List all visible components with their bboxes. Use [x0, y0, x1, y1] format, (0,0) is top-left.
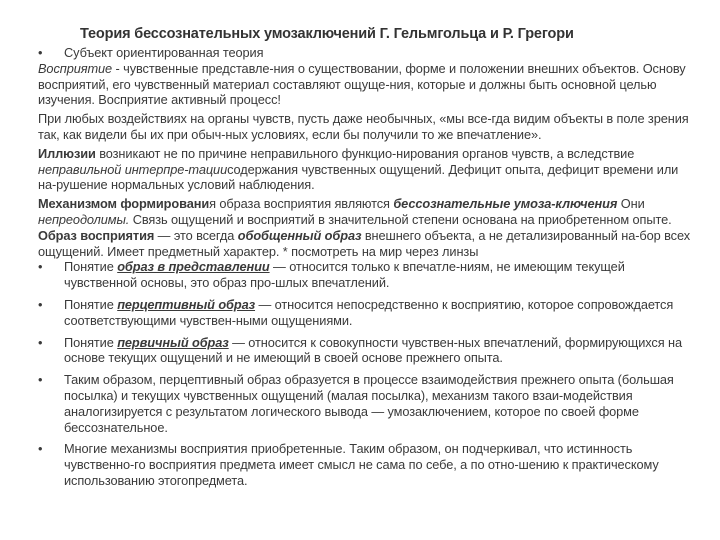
- bullet-icon: •: [38, 296, 43, 312]
- list-item: • Понятие перцептивный образ — относится непосредственно к восприятию, которое сопровождается соответствующими чувствен-ными ощущениями.: [38, 296, 674, 328]
- perception-term: Восприятие: [38, 60, 113, 76]
- concept-term: образ в представлении: [117, 259, 270, 275]
- bullet-icon: •: [38, 334, 43, 350]
- perception-paragraph: [38, 61, 694, 108]
- list-item: • Понятие первичный образ — относится к совокупности чувствен-ных впечатлений, формирующихся на основе текущих ощущений и не имеющий в своей основе прежнего опыта.: [38, 334, 682, 366]
- list-item: • Многие механизмы восприятия приобретенные. Таким образом, он подчеркивал, что истинность чувственно-го восприятия предмета имеет смысл не сама по себе, а по отно-шению к практическому использованию этогопредмета.: [38, 441, 659, 488]
- concept-term: первичный образ: [117, 334, 229, 350]
- influence-paragraph: При любых воздействиях на органы чувств, пусть даже необычных, «мы все-гда видим объекты в поле зрения так, как видели бы их при обыч-ных условиях, если бы получили то же впечатление».: [38, 111, 689, 142]
- perception-text: - чувственные представле-ния о существовании, форме и положении внешних объектов. Основу восприятий, его чувственный материал составляют ощуще-ния, которые и должны быть основной целью изучения. Восприятие активный процесс!: [38, 60, 686, 108]
- subject-line: [38, 45, 694, 61]
- bullet-icon: •: [38, 259, 43, 275]
- slide-title: Теория бессознательных умозаключений Г. Гельмгольца и Р. Грегори: [80, 26, 574, 42]
- illusions-italic: неправильной интерпре-тации: [38, 161, 228, 177]
- list-item: • Понятие образ в представлении — относится только к впечатле-ниям, не имеющим текущей чувственной основы, это образ про-шлых впечатлений.: [38, 259, 625, 291]
- slide-body: [38, 45, 694, 489]
- bullet-icon: •: [38, 372, 43, 388]
- mechanism-term4: обобщенный образ: [237, 227, 362, 243]
- concept-term: перцептивный образ: [117, 296, 256, 312]
- concept-list: [38, 259, 694, 488]
- mechanism-term2: бессознательные умоза-ключения: [393, 196, 618, 212]
- list-item: • Таким образом, перцептивный образ образуется в процессе взаимодействия прежнего опыта (большая посылка) и текущих чувственных ощущений (малая посылка), механизм такого взаи-модействия аналогизируется с результатом логического вывода — умозаключением, которое по своей форме бессознательное.: [38, 372, 674, 435]
- mechanism-term: Механизмом формировани: [38, 196, 210, 212]
- bullet-icon: •: [38, 45, 43, 60]
- bullet-icon: •: [38, 441, 43, 457]
- subject-text: Субъект ориентированная теория: [64, 45, 264, 60]
- illusions-term: Иллюзии: [38, 145, 96, 161]
- mechanism-italic: непреодолимы.: [38, 211, 130, 227]
- mechanism-term3: Образ восприятия: [38, 227, 155, 243]
- mechanism-paragraph: Механизмом формирования образа восприятия являются бессознательные умоза-ключения Они непреодолимы. Связь ощущений и восприятий в значительной степени основана на приобретенном опыте. Образ восприятия — это всегда обобщенный образ внешнего объекта, а не детализированный на-бор всех ощущений. Имеет предметный характер. * посмотреть на мир через линзы: [38, 196, 690, 259]
- illusions-paragraph: Иллюзии возникают не по причине неправильного функцио-нирования органов чувств, а вследствие неправильной интерпре-тациисодержания чувственных ощущений. Дефицит опыта, дефицит времени или на-рушение нормальных условий наблюдения.: [38, 145, 679, 193]
